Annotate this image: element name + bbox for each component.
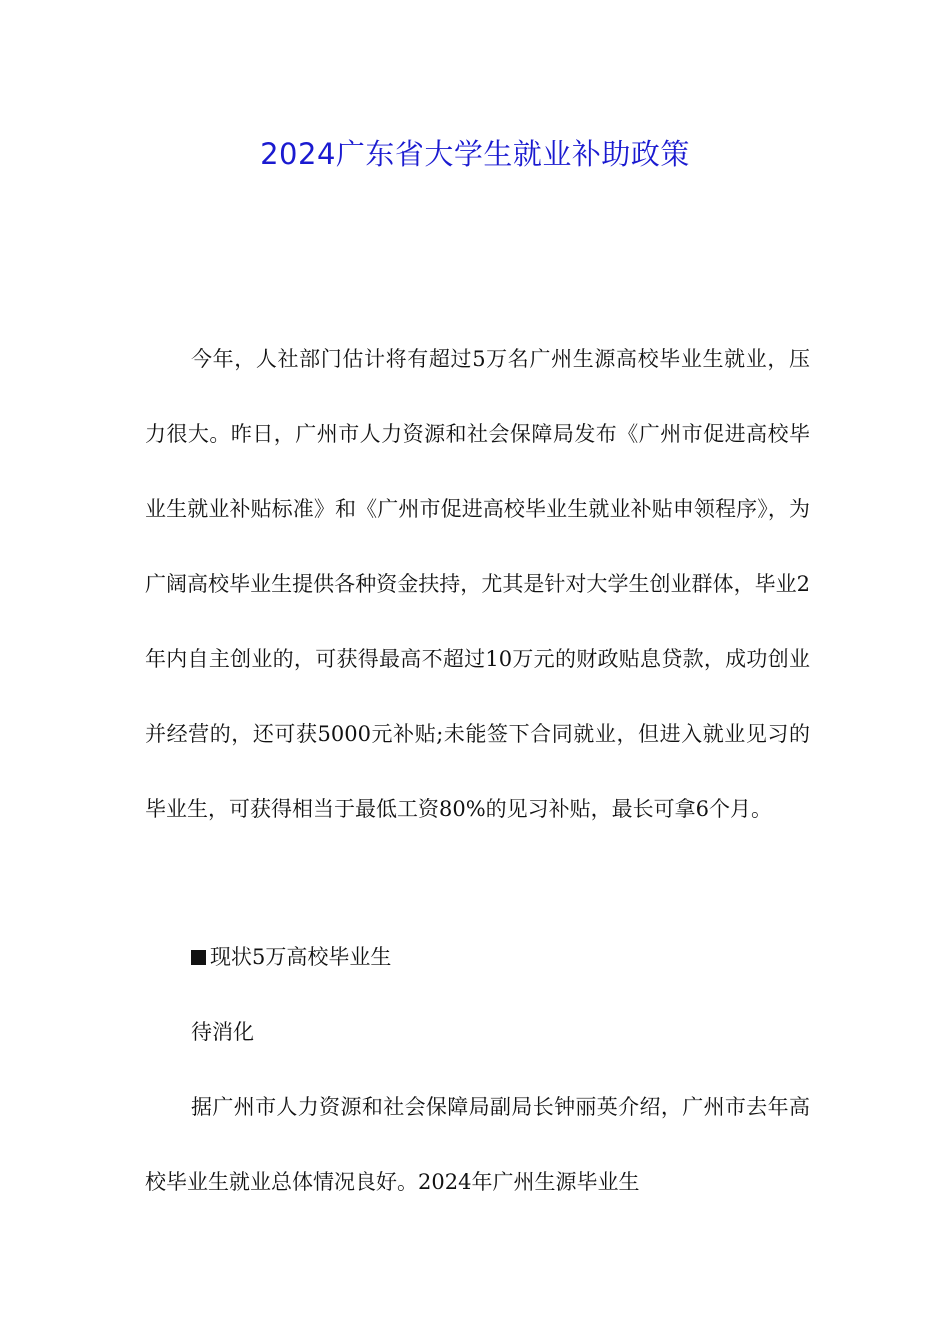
paragraph-intro: 今年，人社部门估计将有超过5万名广州生源高校毕业生就业，压力很大。昨日，广州市人力资源和社会保障局发布《广州市促进高校毕业生就业补贴标准》和《广州市促进高校毕业生就业补贴申领程序》，为广阔高校毕业生提供各种资金扶持，尤其是针对大学生创业群体，毕业2年内自主创业的，可获得最高不超过10万元的财政贴息贷款，成功创业并经营的，还可获5000元补贴;未能签下合同就业，但进入就业见习的毕业生，可获得相当于最低工资80%的见习补贴，最长可拿6个月。 <box>145 347 810 821</box>
black-square-icon <box>191 950 206 965</box>
section-heading-continuation: 待消化 <box>191 1020 254 1044</box>
document-title: 2024广东省大学生就业补助政策 <box>260 137 690 171</box>
section-heading-text: 现状5万高校毕业生 <box>210 945 392 969</box>
section-heading-status <box>191 937 391 977</box>
paragraph-introduction-official: 据广州市人力资源和社会保障局副局长钟丽英介绍，广州市去年高校毕业生就业总体情况良好。2024年广州生源毕业生 <box>145 1095 810 1194</box>
